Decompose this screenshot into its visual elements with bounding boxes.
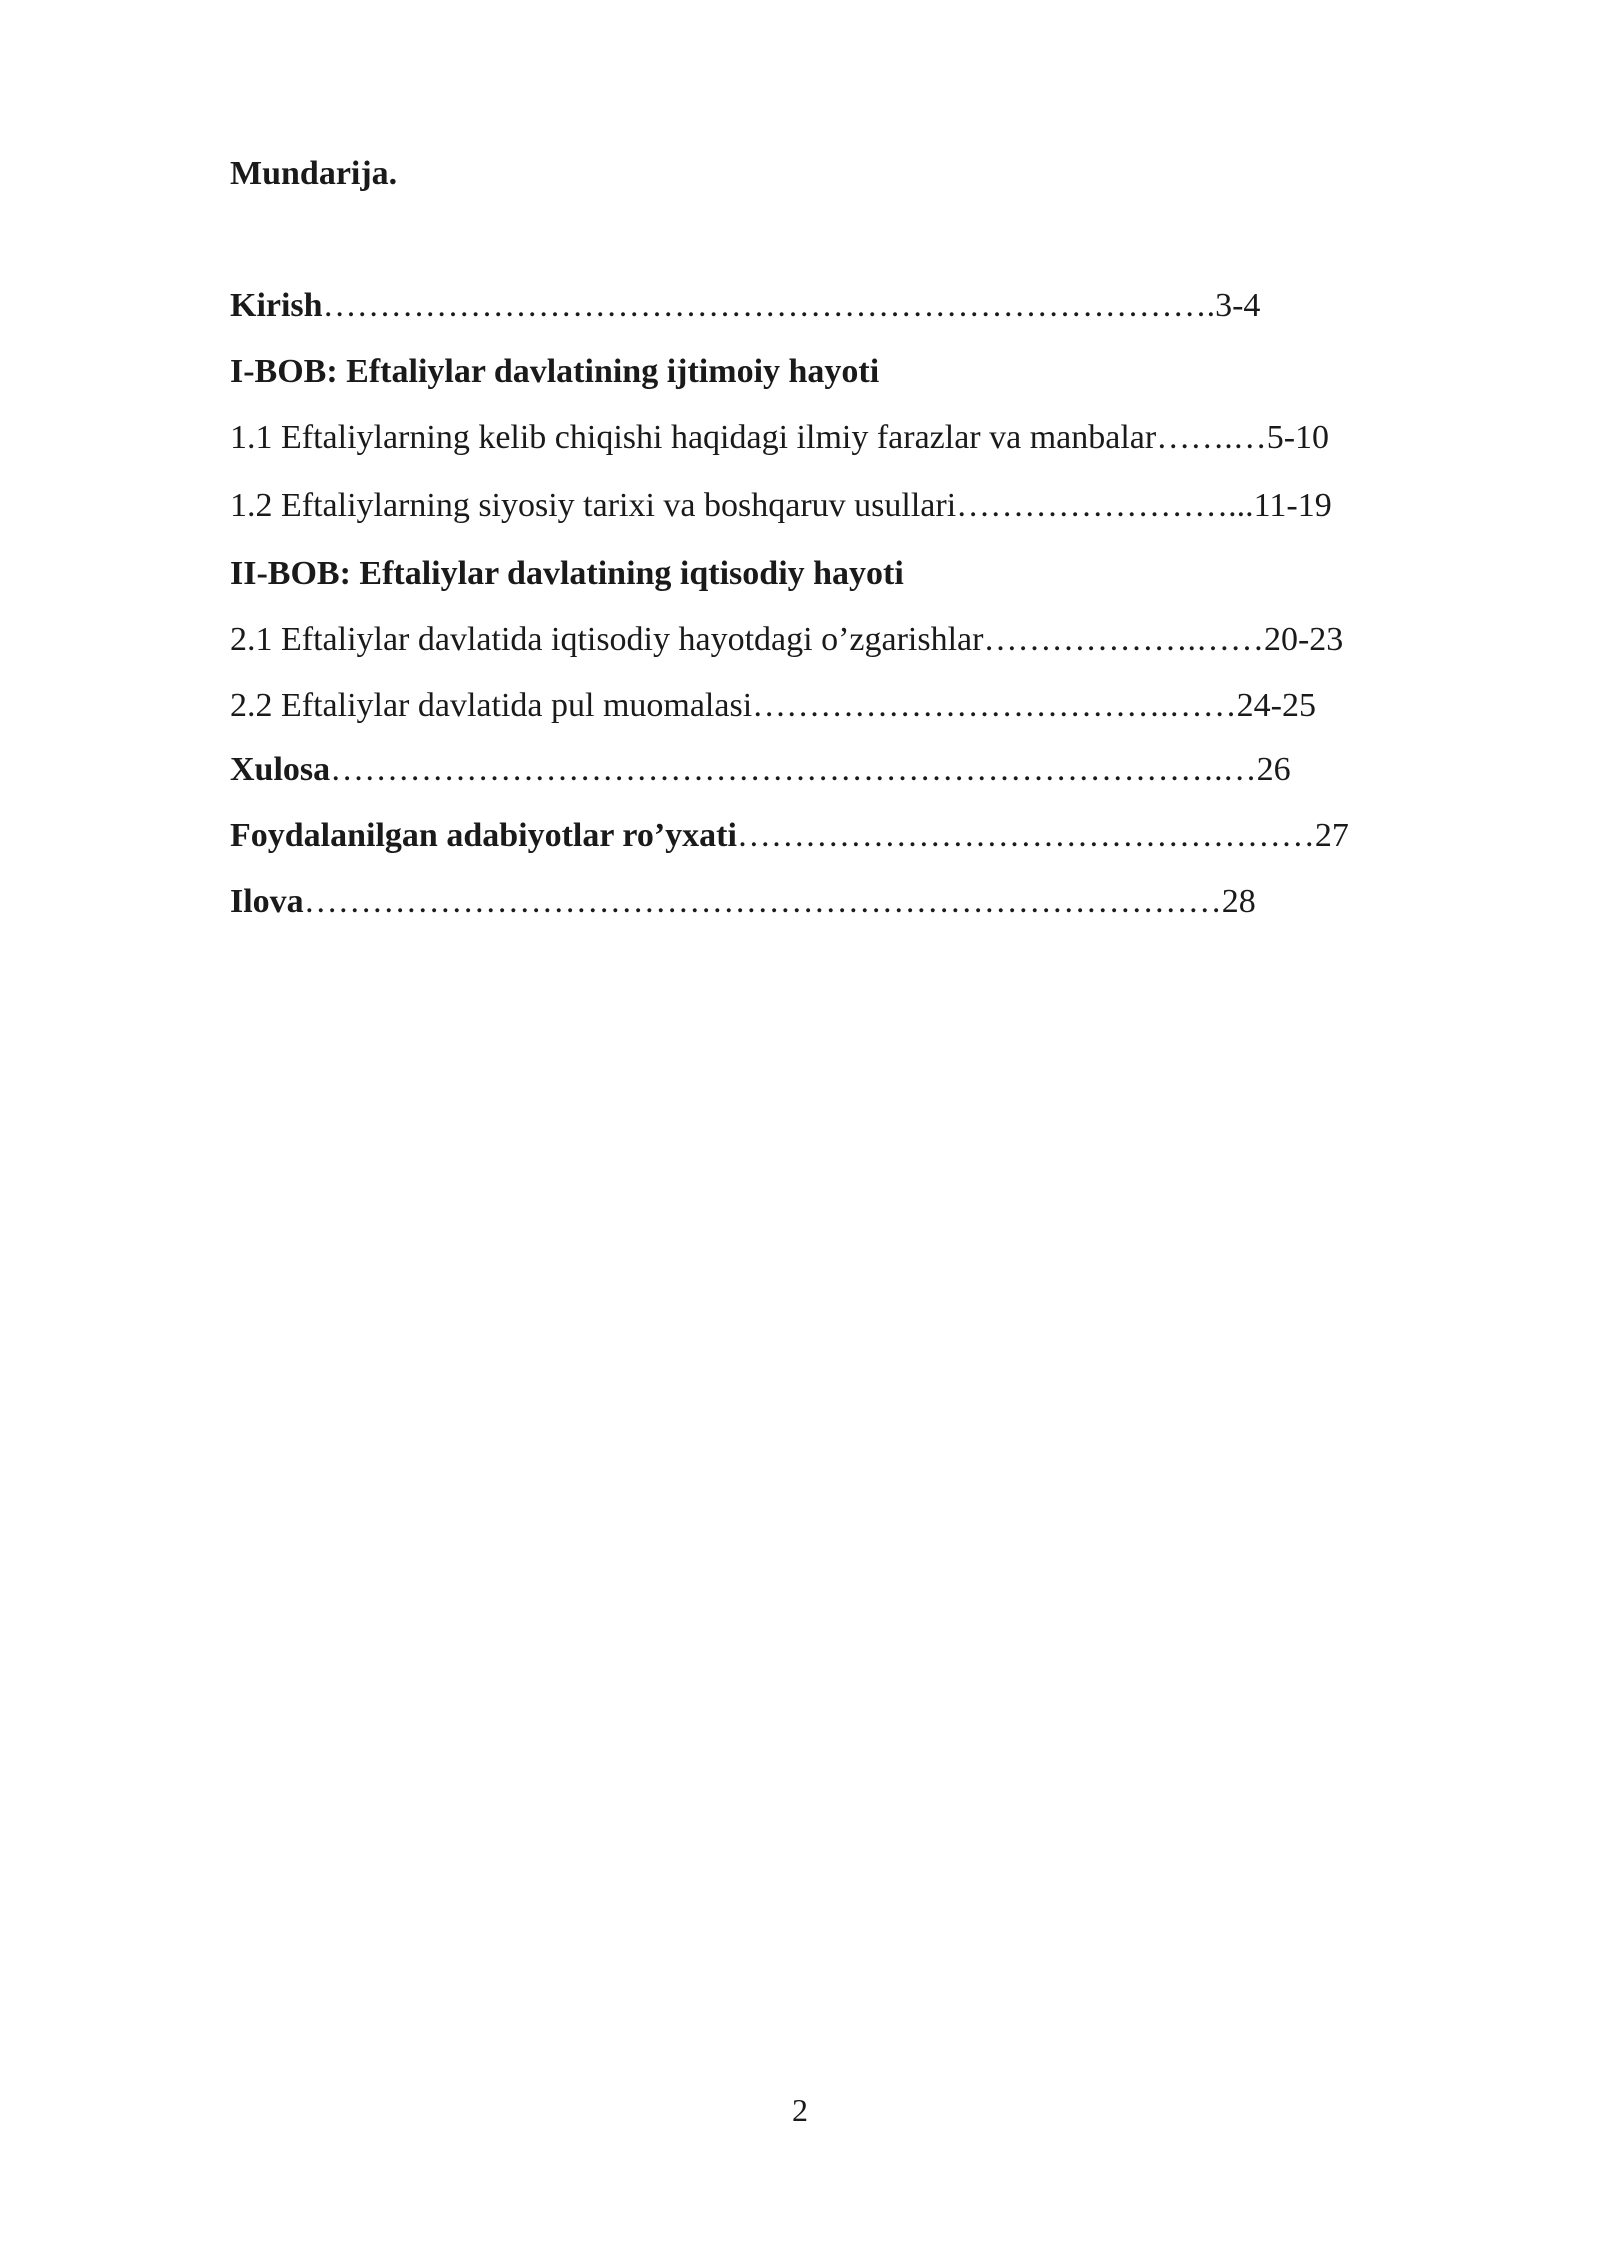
toc-entry-1-2 [230, 486, 1332, 526]
toc-entry-pages: 24-25 [1236, 687, 1316, 724]
toc-entry-label: I-BOB: Eftaliylar davlatining ijtimoiy hayoti [230, 353, 880, 390]
toc-entry-label: Foydalanilgan adabiyotlar ro’yxati [230, 817, 737, 854]
toc-entry-xulosa [230, 750, 1291, 790]
toc-entry-label: 2.2 Eftaliylar davlatida pul muomalasi [230, 687, 753, 724]
toc-entry-leader: …….… [1156, 419, 1267, 456]
toc-entry-leader: ……………….…… [983, 621, 1264, 658]
toc-entry-leader: ……………………………….…… [752, 687, 1237, 724]
toc-entry-pages: 5-10 [1266, 419, 1330, 456]
toc-entry-adabiyotlar [230, 816, 1349, 856]
toc-entry-label: Ilova [230, 883, 304, 920]
toc-entry-leader: …………………………………………… [736, 817, 1315, 854]
toc-entry-pages: 27 [1314, 817, 1349, 854]
toc-entry-leader: …………………………………………………………………….… [330, 751, 1257, 788]
toc-entry-leader: ……………………………………………………………………. [322, 287, 1216, 324]
toc-entry-label: 2.1 Eftaliylar davlatida iqtisodiy hayotdagi o’zgarishlar [230, 621, 984, 658]
toc-entry-label: Xulosa [230, 751, 331, 788]
toc-entry-2-2 [230, 686, 1316, 726]
toc-entry-kirish [230, 286, 1260, 326]
toc-entry-ilova [230, 882, 1256, 922]
toc-entry-2-1 [230, 620, 1343, 660]
toc-entry-pages: 3-4 [1215, 287, 1261, 324]
toc-entry-1-1 [230, 418, 1329, 458]
toc-chapter-1-heading [230, 352, 879, 392]
toc-entry-pages: 11-19 [1253, 487, 1332, 524]
toc-entry-leader: ……………………... [956, 487, 1254, 524]
toc-entry-label: Kirish [230, 287, 323, 324]
toc-entry-pages: 20-23 [1263, 621, 1344, 658]
toc-entry-label: II-BOB: Eftaliylar davlatining iqtisodiy hayoti [230, 555, 904, 592]
toc-entry-label: 1.2 Eftaliylarning siyosiy tarixi va boshqaruv usullari [230, 487, 957, 524]
toc-entry-leader: ……………………………………………………………………… [303, 883, 1222, 920]
toc-chapter-2-heading [230, 554, 904, 594]
toc-entry-pages: 26 [1256, 751, 1291, 788]
toc-entry-label: 1.1 Eftaliylarning kelib chiqishi haqidagi ilmiy farazlar va manbalar [230, 419, 1157, 456]
page-number: 2 [792, 2092, 808, 2128]
page-title: Mundarija. [230, 155, 398, 192]
toc-entry-pages: 28 [1221, 883, 1256, 920]
